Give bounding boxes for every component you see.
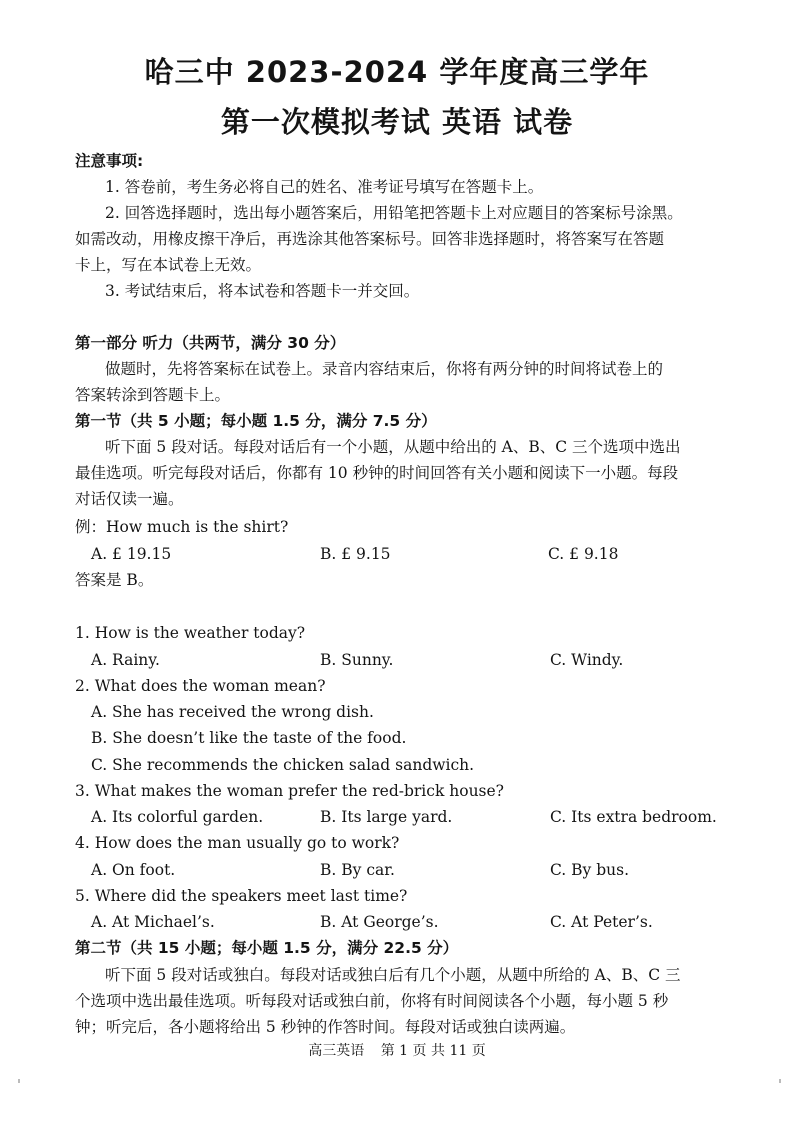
section2-intro-line2: 个选项中选出最佳选项。听每段对话或独白前，你将有时间阅读各个小题，每小题 5 秒: [75, 992, 669, 1010]
question-5-option-a: A. At Michael’s.: [91, 913, 215, 931]
question-5-option-c: C. At Peter’s.: [550, 913, 653, 931]
question-2: 2. What does the woman mean?: [75, 677, 326, 695]
note-item-2-line1: 2. 回答选择题时，选出每小题答案后，用铅笔把答题卡上对应题目的答案标号涂黑。: [105, 204, 683, 222]
question-3-option-a: A. Its colorful garden.: [91, 808, 264, 826]
example-question: 例：How much is the shirt?: [75, 518, 289, 536]
question-5-option-b: B. At George’s.: [320, 913, 439, 931]
exam-title-line2: 第一次模拟考试 英语 试卷: [220, 105, 574, 139]
question-3: 3. What makes the woman prefer the red-brick house?: [75, 782, 504, 800]
section1-intro-line3: 对话仅读一遍。: [75, 490, 184, 508]
section1-intro-line1: 听下面 5 段对话。每段对话后有一个小题，从题中给出的 A、B、C 三个选项中选出: [105, 438, 681, 456]
question-2-option-c: C. She recommends the chicken salad sandwich.: [91, 756, 475, 774]
question-4: 4. How does the man usually go to work?: [75, 834, 400, 852]
footer-page-number: 第 1 页 共 11 页: [380, 1043, 486, 1059]
part1-intro-line1: 做题时，先将答案标在试卷上。录音内容结束后，你将有两分钟的时间将试卷上的: [105, 360, 664, 378]
question-1-option-c: C. Windy.: [550, 651, 624, 669]
note-item-1: 1. 答卷前，考生务必将自己的姓名、准考证号填写在答题卡上。: [105, 178, 544, 196]
question-5: 5. Where did the speakers meet last time?: [75, 887, 408, 905]
footer-subject: 高三英语: [308, 1043, 365, 1059]
section1-intro-line2: 最佳选项。听完每段对话后，你都有 10 秒钟的时间回答有关小题和阅读下一小题。每段: [75, 464, 679, 482]
section2-intro-line1: 听下面 5 段对话或独白。每段对话或独白后有几个小题，从题中所给的 A、B、C 三: [105, 966, 681, 984]
section1-heading: 第一节（共 5 小题；每小题 1.5 分，满分 7.5 分）: [75, 412, 437, 430]
example-answer: 答案是 B。: [75, 571, 154, 589]
section2-heading: 第二节（共 15 小题；每小题 1.5 分，满分 22.5 分）: [75, 939, 459, 957]
example-option-a: A. £ 19.15: [91, 545, 172, 563]
part1-intro-line2: 答案转涂到答题卡上。: [75, 386, 231, 404]
question-2-option-a: A. She has received the wrong dish.: [91, 703, 374, 721]
part1-heading: 第一部分 听力（共两节，满分 30 分）: [75, 334, 346, 352]
example-option-c: C. £ 9.18: [548, 545, 619, 563]
scan-mark-left: [18, 1079, 20, 1083]
question-3-option-c: C. Its extra bedroom.: [550, 808, 717, 826]
question-3-option-b: B. Its large yard.: [320, 808, 453, 826]
question-1-option-a: A. Rainy.: [91, 651, 160, 669]
note-item-2-line2: 如需改动，用橡皮擦干净后，再选涂其他答案标号。回答非选择题时，将答案写在答题: [75, 230, 665, 248]
note-item-3: 3. 考试结束后，将本试卷和答题卡一并交回。: [105, 282, 420, 300]
example-option-b: B. £ 9.15: [320, 545, 391, 563]
question-1: 1. How is the weather today?: [75, 624, 306, 642]
note-item-2-line3: 卡上，写在本试卷上无效。: [75, 256, 262, 274]
scan-mark-right: [779, 1079, 781, 1083]
question-2-option-b: B. She doesn’t like the taste of the food.: [91, 729, 407, 747]
exam-title-line1: 哈三中 2023-2024 学年度高三学年: [144, 55, 650, 89]
section2-intro-line3: 钟；听完后，各小题将给出 5 秒钟的作答时间。每段对话或独白读两遍。: [75, 1018, 576, 1036]
question-1-option-b: B. Sunny.: [320, 651, 394, 669]
question-4-option-a: A. On foot.: [91, 861, 176, 879]
notes-heading: 注意事项:: [75, 152, 144, 170]
page-footer: [0, 1040, 794, 1060]
question-4-option-c: C. By bus.: [550, 861, 630, 879]
question-4-option-b: B. By car.: [320, 861, 395, 879]
